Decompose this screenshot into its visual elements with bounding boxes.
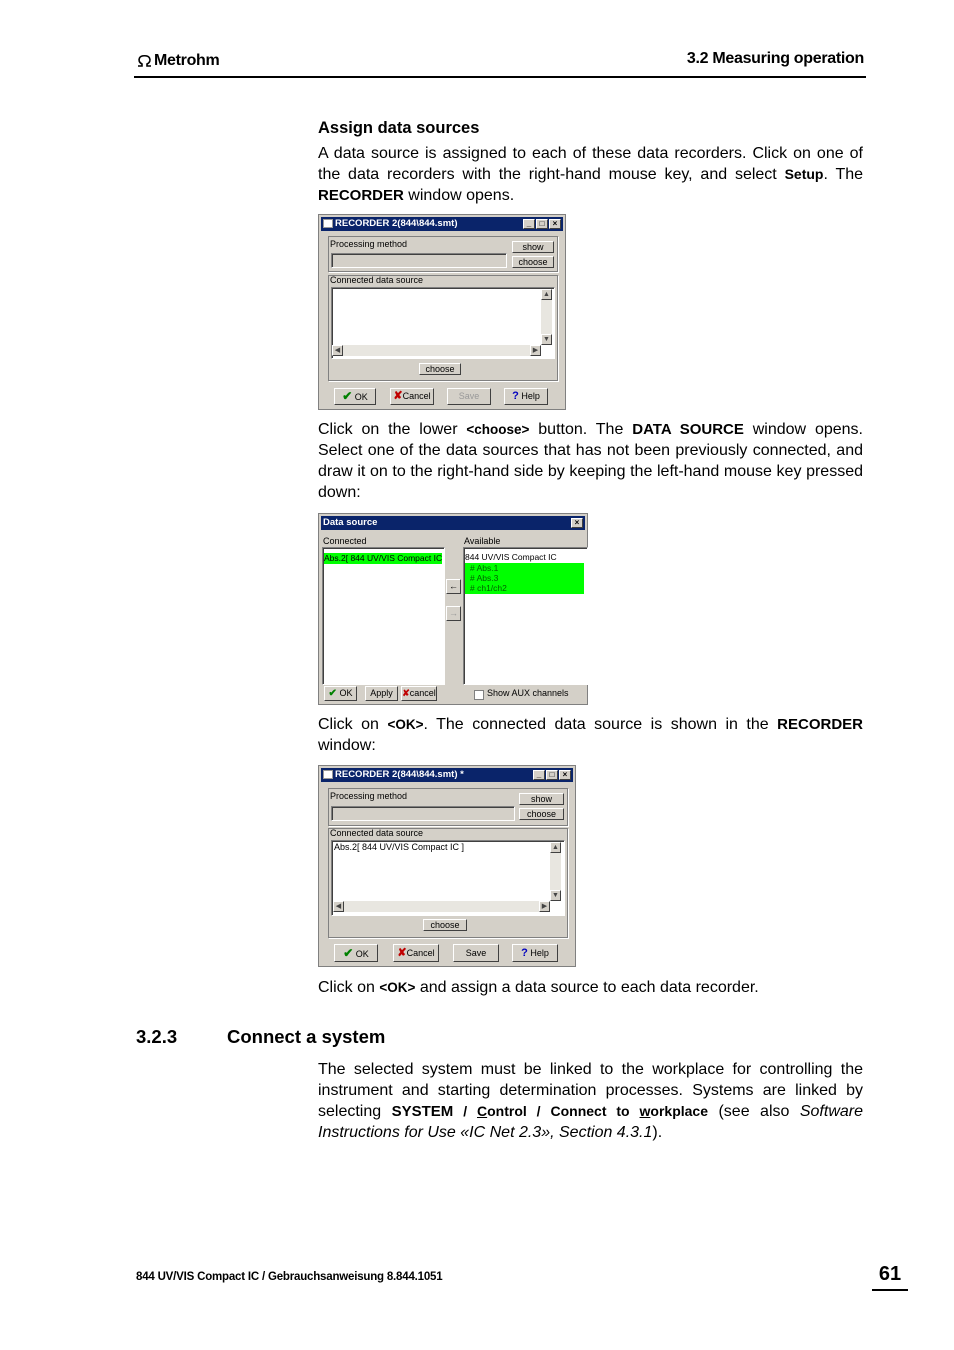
cancel-x-icon: ✘ [397,947,407,959]
header-rule [134,76,866,78]
data-source-window [318,513,588,705]
scroll-down-icon[interactable]: ▼ [541,334,552,345]
window-icon [323,219,333,228]
arrow-right-icon: → [449,608,458,618]
page-number-rule [872,1289,908,1291]
recorder-titlebar: RECORDER 2(844\844.smt) _ □ × [321,217,563,231]
page-number: 61 [878,1263,902,1285]
help-button[interactable]: ? Help [504,388,548,405]
available-item[interactable]: # ch1/ch2 [470,583,507,593]
cancel-x-icon: ✘ [393,390,403,402]
subheading-assign: Assign data sources [318,119,480,137]
connected-label: Connected [323,536,367,546]
scroll-down-icon[interactable]: ▼ [550,890,561,901]
cancel-button[interactable]: ✘Cancel [393,944,439,962]
available-label: Available [464,536,501,546]
paragraph-connect: The selected system must be linked to the workplace for controlling the instrument and starting determination processes. Systems are linked by selecting SYSTEM / Control / Connect to workplace (see also Software Instructions for Use «IC Net 2.3», Section 4.3.1). [318,1061,863,1141]
choose-method-button[interactable]: choose [512,256,554,268]
move-right-button[interactable] [446,606,461,621]
connected-label: Connected data source [330,275,424,285]
connected-item[interactable]: Abs.2[ 844 UV/VIS Compact IC ] [334,842,465,852]
connected-label: Connected data source [330,828,424,838]
close-icon[interactable]: × [559,770,571,780]
available-list[interactable] [463,547,588,685]
check-icon: ✔ [328,688,337,699]
help-icon: ? [512,390,519,402]
choose-source-button[interactable]: choose [419,363,461,375]
footer-document-title: 844 UV/VIS Compact IC / Gebrauchsanweisung 8.844.1051 [136,1271,443,1283]
check-icon: ✔ [342,389,353,403]
recorder-window-2 [318,765,576,967]
check-icon: ✔ [343,946,354,960]
cancel-x-icon: ✘ [402,688,410,698]
brand-logo [136,52,219,70]
scroll-right-icon[interactable]: ▶ [539,901,550,912]
connected-item[interactable]: Abs.2[ 844 UV/VIS Compact IC [324,553,442,563]
choose-source-button[interactable]: choose [423,919,467,931]
close-icon[interactable]: × [549,219,561,229]
processing-label: Processing method [330,239,408,249]
scroll-right-icon[interactable]: ▶ [530,345,541,356]
close-icon[interactable]: × [571,518,583,528]
show-aux-checkbox[interactable] [474,690,484,700]
help-icon: ? [521,947,528,959]
move-left-button[interactable] [446,579,461,594]
apply-button[interactable]: Apply [365,686,398,701]
processing-method-field[interactable] [331,806,515,821]
section-number: 3.2.3 [136,1026,178,1047]
cancel-button[interactable]: ✘Cancel [390,388,434,405]
metrohm-omega-icon [136,53,153,68]
paragraph-assign-3: Click on <OK>. The connected data source is shown in the RECORDER window: [318,716,863,754]
arrow-left-icon: ← [449,581,458,591]
brand-name: Metrohm [154,52,220,69]
section-heading-connect [136,1026,385,1048]
horizontal-scrollbar[interactable] [333,901,550,912]
processing-method-field[interactable] [331,253,507,268]
paragraph-assign-2: Click on the lower <choose> button. The DATA SOURCE window opens. Select one of the data sources that has not been previously connected, and draw it on to the right-hand side by keeping the left-hand mouse key pressed down: [318,421,863,501]
choose-method-button[interactable]: choose [519,808,564,820]
scroll-up-icon[interactable]: ▲ [541,289,552,300]
available-item[interactable]: # Abs.1 [470,563,499,573]
horizontal-scrollbar[interactable] [332,345,541,356]
scroll-left-icon[interactable]: ◀ [333,901,344,912]
cancel-button[interactable]: ✘cancel [401,686,437,701]
running-section-title: 3.2 Measuring operation [686,50,864,67]
scroll-left-icon[interactable]: ◀ [332,345,343,356]
section-title: Connect a system [227,1026,386,1047]
available-header: 844 UV/VIS Compact IC [465,552,557,562]
show-button[interactable]: show [519,793,564,805]
recorder-window-1 [318,214,566,410]
minimize-icon[interactable]: _ [533,770,545,780]
available-selection [465,563,584,594]
ok-button[interactable]: ✔ OK [334,388,376,405]
ok-button[interactable]: ✔ OK [334,944,378,962]
maximize-icon[interactable]: □ [546,770,558,780]
ok-button[interactable]: ✔ OK [324,686,357,701]
available-item[interactable]: # Abs.3 [470,573,499,583]
recorder-titlebar: RECORDER 2(844\844.smt) * _ □ × [321,768,573,782]
help-button[interactable]: ? Help [512,944,558,962]
window-icon [323,770,333,779]
scroll-up-icon[interactable]: ▲ [550,842,561,853]
paragraph-assign-4: Click on <OK> and assign a data source to each data recorder. [318,979,759,996]
processing-label: Processing method [330,791,408,801]
paragraph-assign-1: A data source is assigned to each of these data recorders. Click on one of the data recorders with the right-hand mouse key, and select Setup. The RECORDER window opens. [318,145,864,204]
show-aux-label: Show AUX channels [487,688,569,698]
connected-list[interactable] [322,547,445,685]
data-source-titlebar: Data source × [321,516,585,530]
show-button[interactable]: show [512,241,554,253]
maximize-icon[interactable]: □ [536,219,548,229]
minimize-icon[interactable]: _ [523,219,535,229]
save-button[interactable]: Save [453,944,499,962]
save-button[interactable]: Save [447,388,491,405]
